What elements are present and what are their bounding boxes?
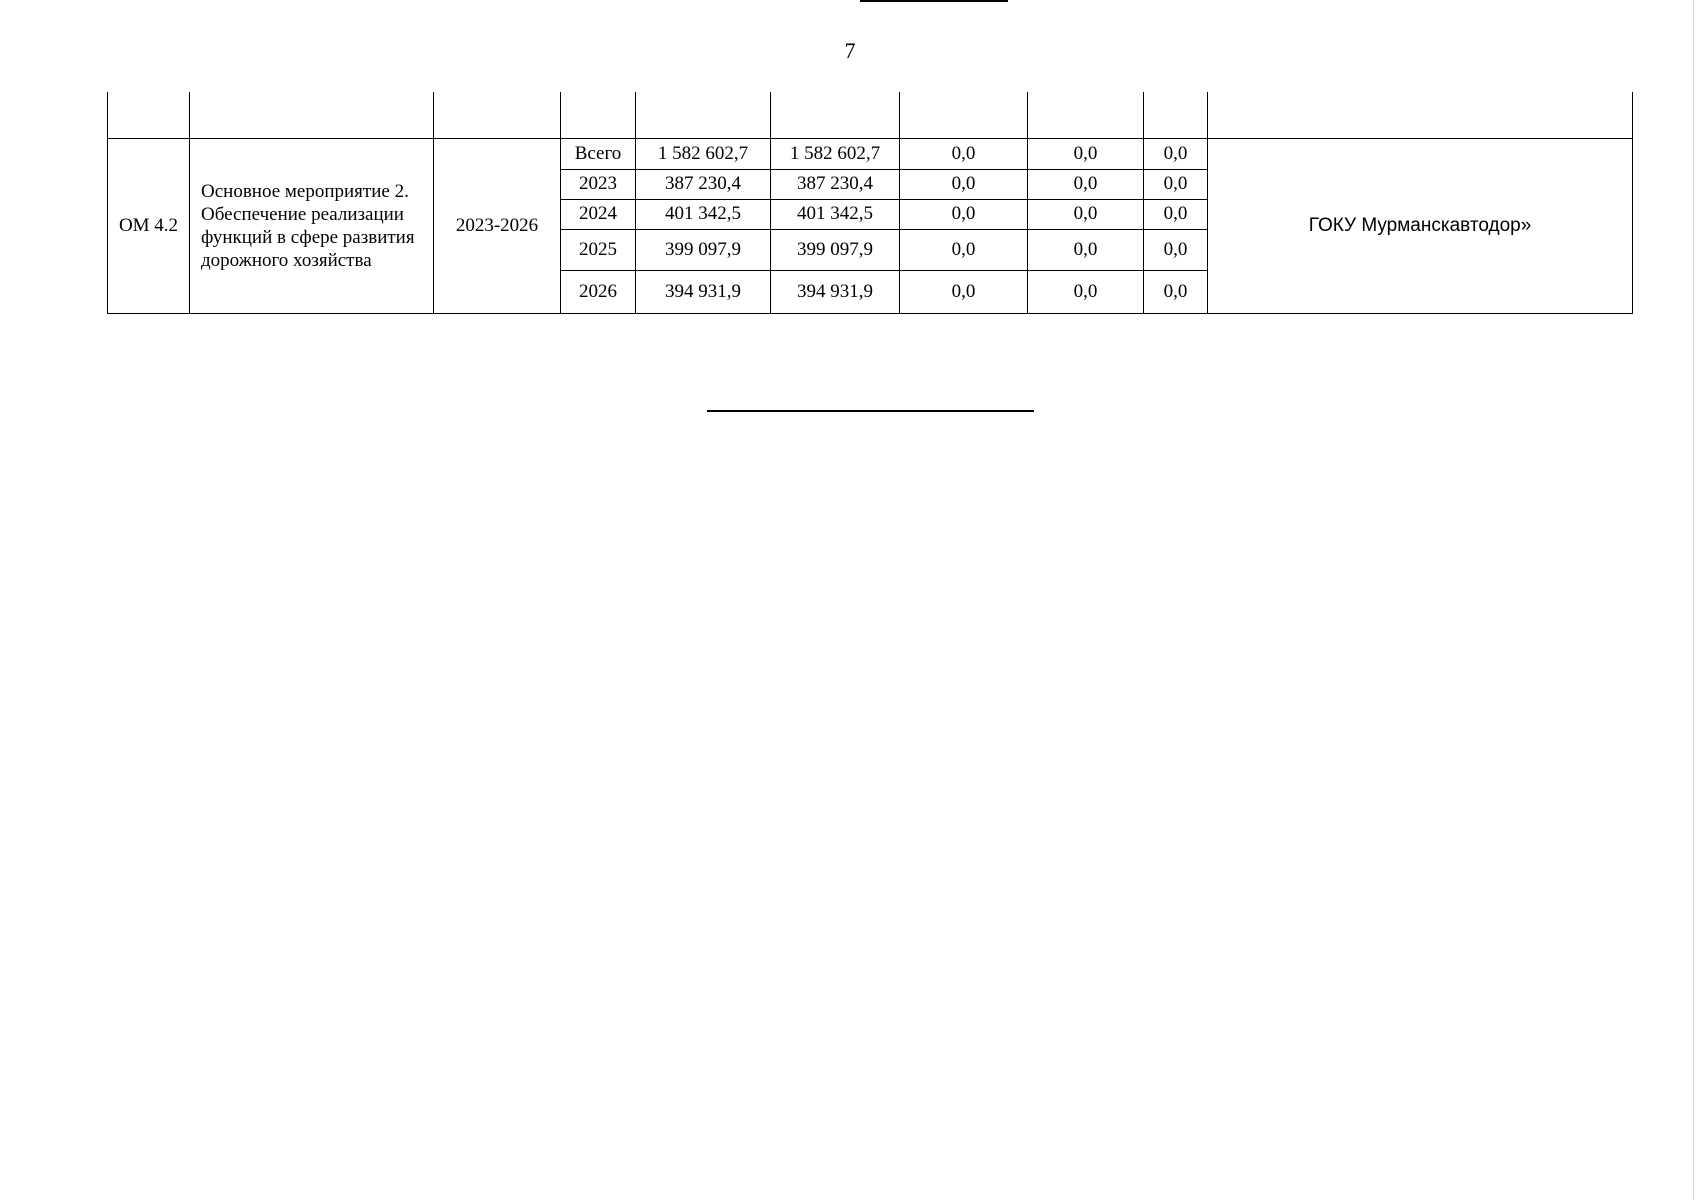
continuation-row (108, 92, 1633, 138)
event-period: 2023-2026 (434, 138, 561, 313)
local-cell: 0,0 (1028, 229, 1144, 270)
empty-cell (1208, 92, 1633, 138)
empty-cell (190, 92, 434, 138)
other-cell: 0,0 (1144, 270, 1208, 313)
regional-cell: 387 230,4 (771, 169, 900, 199)
total-cell: 1 582 602,7 (636, 138, 771, 169)
empty-cell (636, 92, 771, 138)
federal-cell: 0,0 (900, 169, 1028, 199)
table-row (108, 138, 1633, 169)
total-cell: 394 931,9 (636, 270, 771, 313)
budget-table (107, 92, 1633, 314)
empty-cell (1144, 92, 1208, 138)
federal-cell: 0,0 (900, 270, 1028, 313)
top-rule (860, 0, 1008, 2)
year-cell: Всего (561, 138, 636, 169)
other-cell: 0,0 (1144, 169, 1208, 199)
empty-cell (108, 92, 190, 138)
event-name: Основное мероприятие 2. Обеспечение реализации функций в сфере развития дорожного хозяйства (190, 138, 434, 313)
year-cell: 2024 (561, 199, 636, 229)
empty-cell (561, 92, 636, 138)
federal-cell: 0,0 (900, 229, 1028, 270)
local-cell: 0,0 (1028, 138, 1144, 169)
year-cell: 2023 (561, 169, 636, 199)
other-cell: 0,0 (1144, 199, 1208, 229)
executor-cell: ГОКУ Мурманскавтодор» (1208, 138, 1633, 313)
year-cell: 2025 (561, 229, 636, 270)
end-rule (707, 410, 1034, 412)
other-cell: 0,0 (1144, 138, 1208, 169)
federal-cell: 0,0 (900, 199, 1028, 229)
empty-cell (1028, 92, 1144, 138)
total-cell: 401 342,5 (636, 199, 771, 229)
local-cell: 0,0 (1028, 169, 1144, 199)
empty-cell (771, 92, 900, 138)
total-cell: 387 230,4 (636, 169, 771, 199)
regional-cell: 401 342,5 (771, 199, 900, 229)
page-number: 7 (844, 38, 856, 63)
empty-cell (434, 92, 561, 138)
regional-cell: 394 931,9 (771, 270, 900, 313)
federal-cell: 0,0 (900, 138, 1028, 169)
scan-edge (1693, 0, 1694, 1200)
empty-cell (900, 92, 1028, 138)
local-cell: 0,0 (1028, 199, 1144, 229)
other-cell: 0,0 (1144, 229, 1208, 270)
total-cell: 399 097,9 (636, 229, 771, 270)
year-cell: 2026 (561, 270, 636, 313)
regional-cell: 1 582 602,7 (771, 138, 900, 169)
local-cell: 0,0 (1028, 270, 1144, 313)
regional-cell: 399 097,9 (771, 229, 900, 270)
event-code: ОМ 4.2 (108, 138, 190, 313)
